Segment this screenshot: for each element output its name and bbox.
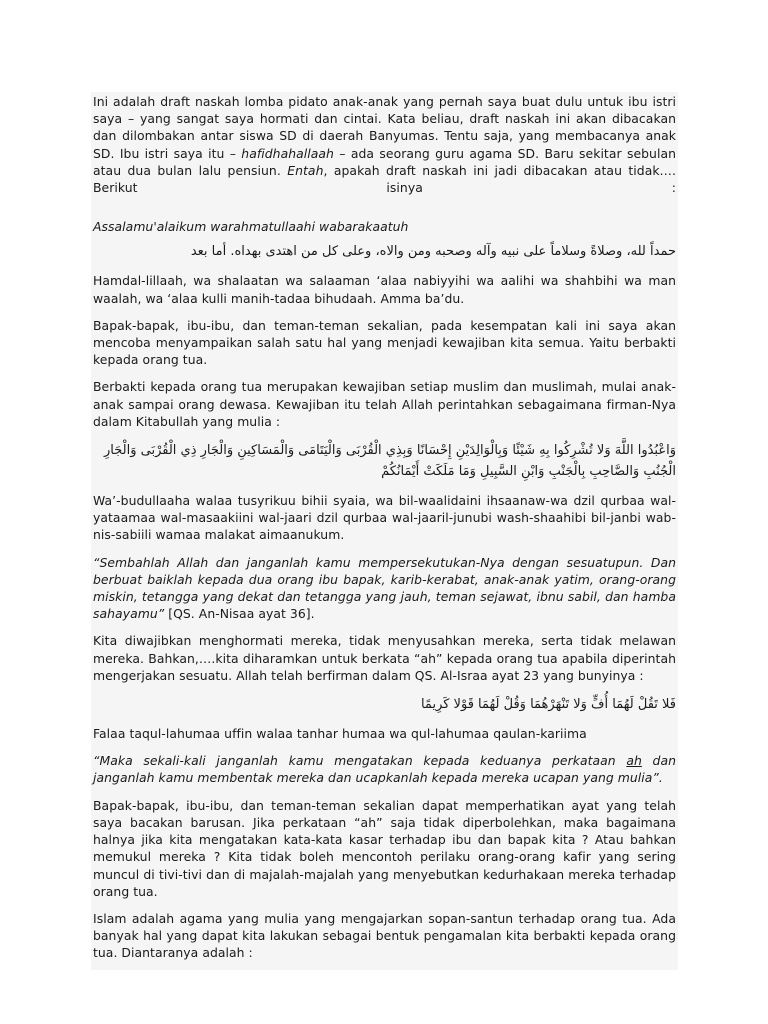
israa-translation-text-2: dan janganlah kamu membentak mereka dan ucapkanlah kepada mereka ucapan yang mulia”. — [93, 753, 677, 786]
intro-text-1: Ini adalah draft naskah lomba pidato anak-anak yang pernah saya buat dulu untuk ibu istri saya – yang sangat saya hormati dan cintai. Kata beliau, draft naskah ini akan dibacakan dan dilombakan antar siswa SD di daerah Banyumas. Tentu saja, yang membacanya anak SD. Ibu istri saya itu – — [93, 94, 676, 161]
attention-paragraph: Bapak-bapak, ibu-ibu, dan teman-teman sekalian dapat memperhatikan ayat yang telah saya bacakan barusan. Jika perkataan “ah” saja tidak diperbolehkan, maka bagaimana halnya jika kita mengatakan kata-kata kasar terhadap ibu dan bapak kita ? Atau bahkan memukul mereka ? Kita tidak boleh mencontoh perilaku orang-orang kafir yang sering muncul di tivi-tivi dan di majalah-majalah yang menyebutkan kedurhakaan mereka terhadap orang tua. — [93, 797, 676, 899]
arabic-opening: حمداً لله، وصلاةً وسلاماً على نبيه وآله وصحبه ومن والاه، وعلى كل من اهتدى بهداه. أما بعد — [190, 244, 676, 260]
nisaa-latin: Wa’-budullaaha walaa tusyrikuu bihii syaia, wa bil-waalidaini ihsaanaw-wa dzil qurbaa wal-yataamaa wal-masaakiini wal-jaari dzil qurbaa wal-jaaril-junubi wash-shaahibi bil-janbi wab-nis-sabiili wamaa malakat aimaanukum. — [93, 493, 676, 543]
duty-paragraph: Berbakti kepada orang tua merupakan kewajiban setiap muslim dan muslimah, mulai anak-anak sampai orang dewasa. Kewajiban itu telah Allah perintahkan sebagaimana firman-Nya dalam Kitabullah yang mulia : — [93, 379, 676, 429]
intro-text-2: – ada seorang guru agama SD. Baru sekitar sebulan atau dua bulan lalu pensiun. — [93, 145, 676, 178]
respect-paragraph: Kita diwajibkan menghormati mereka, tidak menyusahkan mereka, serta tidak melawan mereka. Bahkan,….kita diharamkan untuk berkata “ah” kepada orang tua apabila diperintah mengerjakan sesuatu. Allah telah berfirman dalam QS. Al-Israa ayat 23 yang bunyinya : — [93, 633, 676, 683]
israa-translation-text-1: “Maka sekali-kali janganlah kamu mengatakan kepada keduanya perkataan — [93, 753, 627, 769]
islam-paragraph: Islam adalah agama yang mulia yang mengajarkan sopan-santun terhadap orang tua. Ada banyak hal yang dapat kita lakukan sebagai bentuk pengamalan kita berbakti kepada orang tua. Diantaranya adalah : — [93, 910, 676, 961]
document-page — [91, 92, 678, 970]
intro-italic-1: hafidhahallaah — [241, 145, 334, 161]
nisaa-translation — [93, 554, 676, 623]
intro-paragraph — [93, 93, 676, 196]
intro-text-3: , apakah draft naskah ini jadi dibacakan atau tidak…. Berikut isinya : — [93, 162, 676, 196]
intro-italic-2: Entah — [287, 162, 324, 178]
opening-paragraph: Bapak-bapak, ibu-ibu, dan teman-teman sekalian, pada kesempatan kali ini saya akan mencoba menyampaikan salah satu hal yang menjadi kewajiban kita semua. Yaitu berbakti kepada orang tua. — [93, 317, 676, 368]
israa-underlined-word: ah — [626, 753, 642, 769]
nisaa-reference: [QS. An-Nisaa ayat 36]. — [164, 606, 315, 622]
hamdala-latin: Hamdal-lillaah, wa shalaatan wa salaaman ‘alaa nabiyyihi wa aalihi wa shahbihi wa man waalah, wa ‘alaa kulli manih-tadaa bihudaah. Amma ba’du. — [93, 273, 676, 306]
israa-latin: Falaa taqul-lahumaa uffin walaa tanhar humaa wa qul-lahumaa qaulan-kariima — [93, 726, 587, 742]
israa-translation — [93, 752, 676, 786]
greeting: Assalamu'alaikum warahmatullaahi wabarakaatuh — [93, 219, 409, 235]
nisaa-translation-text: “Sembahlah Allah dan janganlah kamu mempersekutukan-Nya dengan sesuatupun. Dan berbuat baiklah kepada dua orang ibu bapak, karib-kerabat, anak-anak yatim, orang-orang miskin, tetangga yang dekat dan tetangga yang jauh, teman sejawat, ibnu sabil, dan hamba sahayamu” — [93, 554, 676, 622]
arabic-nisaa-verse: وَاعْبُدُوا اللَّهَ وَلا تُشْرِكُوا بِهِ شَيْئًا وَبِالْوَالِدَيْنِ إِحْسَانًا وَبِذِي الْقُرْبَى وَالْيَتَامَى وَالْمَسَاكِينِ وَالْجَارِ ذِي الْقُرْبَى وَالْجَارِ الْجُنُبِ وَالصَّاحِبِ بِالْجَنْبِ وَابْنِ السَّبِيلِ وَمَا مَلَكَتْ أَيْمَانُكُمْ — [104, 443, 676, 480]
arabic-israa-verse: فَلا تَقُلْ لَهُمَا أُفٍّ وَلا تَنْهَرْهُمَا وَقُلْ لَهُمَا قَوْلا كَرِيمًا — [420, 697, 676, 713]
document-body — [91, 92, 678, 962]
